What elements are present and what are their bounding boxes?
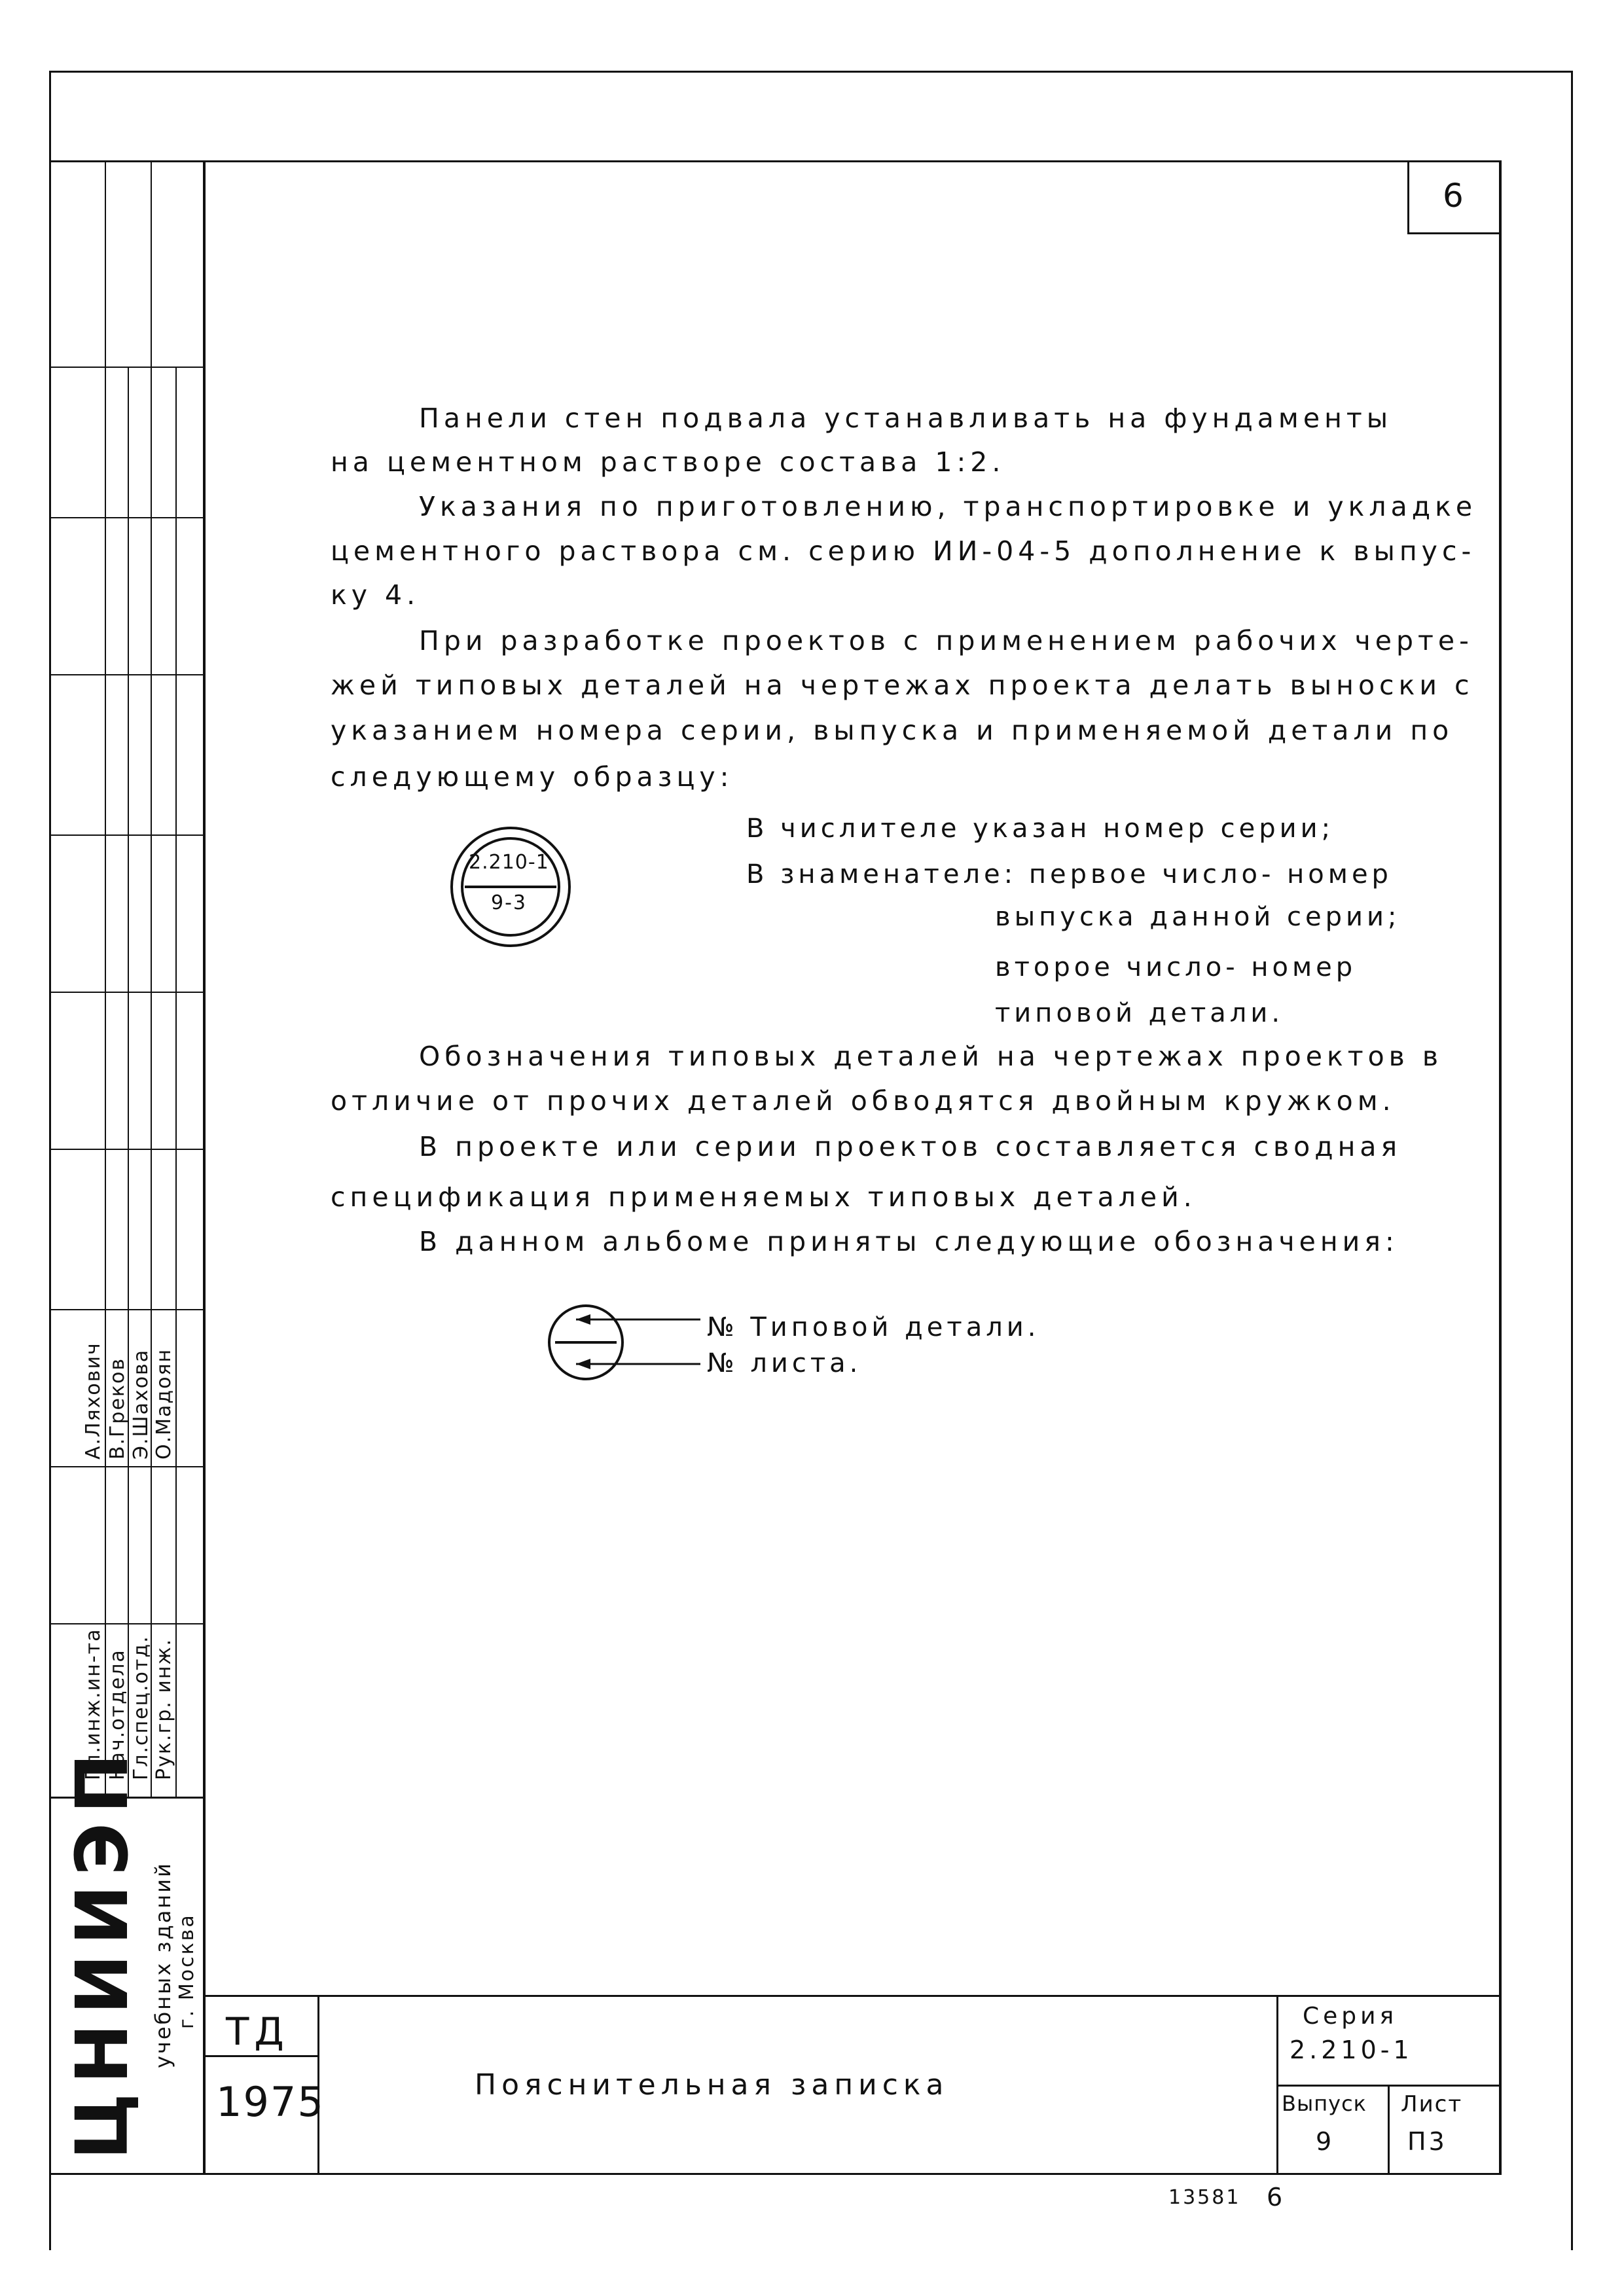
tb-issue-label: Выпуск xyxy=(1282,2091,1367,2116)
stamp-hline-9 xyxy=(49,1623,204,1624)
stamp-role-2: Нач.отдела xyxy=(106,1649,129,1780)
stamp-hline-5 xyxy=(49,992,204,993)
org-name: ЦНИИЭП xyxy=(60,1744,144,2160)
footer-number: 13581 xyxy=(1168,2186,1241,2209)
para2-line3: ку 4. xyxy=(331,579,420,611)
legend-line-2: № листа. xyxy=(707,1348,862,1378)
sample-line-4: второе число- номер xyxy=(995,952,1357,982)
tb-code: ТД xyxy=(226,2009,289,2054)
stamp-hline-6 xyxy=(49,1149,204,1150)
tb-series-label: Серия xyxy=(1303,2003,1398,2030)
tb-issue-value: 9 xyxy=(1316,2127,1336,2156)
sample-denominator: 9-3 xyxy=(491,891,527,914)
frame-left xyxy=(203,160,206,2175)
para1-line1: Панели стен подвала устанавливать на фундаменты xyxy=(419,403,1393,434)
outer-border-top xyxy=(49,71,1573,73)
footer-page: 6 xyxy=(1267,2183,1287,2212)
stamp-hline-1 xyxy=(49,367,204,368)
stamp-vline-3 xyxy=(151,160,152,1797)
tb-title: Пояснительная записка xyxy=(475,2068,949,2102)
stamp-vline-2 xyxy=(128,367,129,1797)
sample-line-3: выпуска данной серии; xyxy=(995,902,1401,932)
sample-numerator: 2.210-1 xyxy=(469,851,549,874)
para3-line4: следующему образцу: xyxy=(331,761,734,793)
stamp-hline-3 xyxy=(49,674,204,675)
pagebox-left xyxy=(1407,160,1409,232)
para2-line1: Указания по приготовлению, транспортировке и укладке xyxy=(419,491,1477,522)
outer-border-right xyxy=(1571,71,1573,2250)
para1-line2: на цементном растворе состава 1:2. xyxy=(331,446,1005,478)
para3-line1: При разработке проектов с применением рабочих черте- xyxy=(419,625,1473,656)
stamp-hline-4 xyxy=(49,834,204,836)
tb-sheet-label: Лист xyxy=(1401,2091,1463,2117)
para6-line1: В данном альбоме приняты следующие обозначения: xyxy=(419,1226,1399,1257)
legend-line-1: № Типовой детали. xyxy=(707,1312,1040,1342)
page-number: 6 xyxy=(1443,177,1468,215)
legend-symbol xyxy=(543,1301,713,1386)
stamp-name-1: А.Ляхович xyxy=(82,1342,105,1460)
stamp-vline-4 xyxy=(175,367,177,1797)
tb-year: 1975 xyxy=(216,2078,325,2126)
stamp-hline-8 xyxy=(49,1466,204,1467)
sample-line-2: В знаменателе: первое число- номер xyxy=(746,859,1392,889)
tb-sheet-value: П3 xyxy=(1407,2127,1447,2156)
tb-top xyxy=(203,1995,1501,1997)
stamp-name-3: Э.Шахова xyxy=(130,1348,153,1460)
para5-line1: В проекте или серии проектов составляется сводная xyxy=(419,1131,1402,1162)
frame-bottom xyxy=(49,2173,1501,2175)
frame-top xyxy=(49,160,1501,162)
tb-code-sep xyxy=(203,2055,317,2057)
outer-border-left xyxy=(49,71,51,2250)
sample-double-circle xyxy=(445,821,576,952)
sample-line-1: В числителе указан номер серии; xyxy=(746,814,1335,844)
sample-line-5: типовой детали. xyxy=(995,998,1284,1028)
stamp-role-4: Рук.гр. инж. xyxy=(153,1638,175,1780)
para2-line2: цементного раствора см. серию ИИ-04-5 дополнение к выпус- xyxy=(331,535,1476,567)
stamp-role-3: Гл.спец.отд. xyxy=(130,1635,153,1780)
pagebox-top xyxy=(1407,160,1501,162)
stamp-hline-7 xyxy=(49,1309,204,1310)
para4-line2: отличие от прочих деталей обводятся двойным кружком. xyxy=(331,1085,1396,1117)
tb-sheet-left xyxy=(1388,2085,1390,2173)
stamp-hline-2 xyxy=(49,517,204,518)
stamp-name-4: О.Мадоян xyxy=(153,1348,175,1460)
tb-series-left xyxy=(1276,1995,1278,2173)
frame-right xyxy=(1499,160,1502,2175)
para4-line1: Обозначения типовых деталей на чертежах проектов в xyxy=(419,1041,1443,1072)
stamp-vline-1 xyxy=(105,160,106,1797)
para3-line3: указанием номера серии, выпуска и применяемой детали по xyxy=(331,715,1454,746)
org-sub-1: учебных зданий xyxy=(151,1861,175,2068)
para3-line2: жей типовых деталей на чертежах проекта делать выноски с xyxy=(331,670,1474,701)
stamp-name-2: В.Греков xyxy=(106,1357,129,1460)
para5-line2: спецификация применяемых типовых деталей. xyxy=(331,1181,1197,1213)
org-sub-2: г. Москва xyxy=(175,1913,198,2029)
pagebox-bottom xyxy=(1407,232,1501,234)
tb-series-value: 2.210-1 xyxy=(1290,2036,1413,2064)
stamp-role-1: Гл.инж.ин-та xyxy=(82,1628,105,1780)
